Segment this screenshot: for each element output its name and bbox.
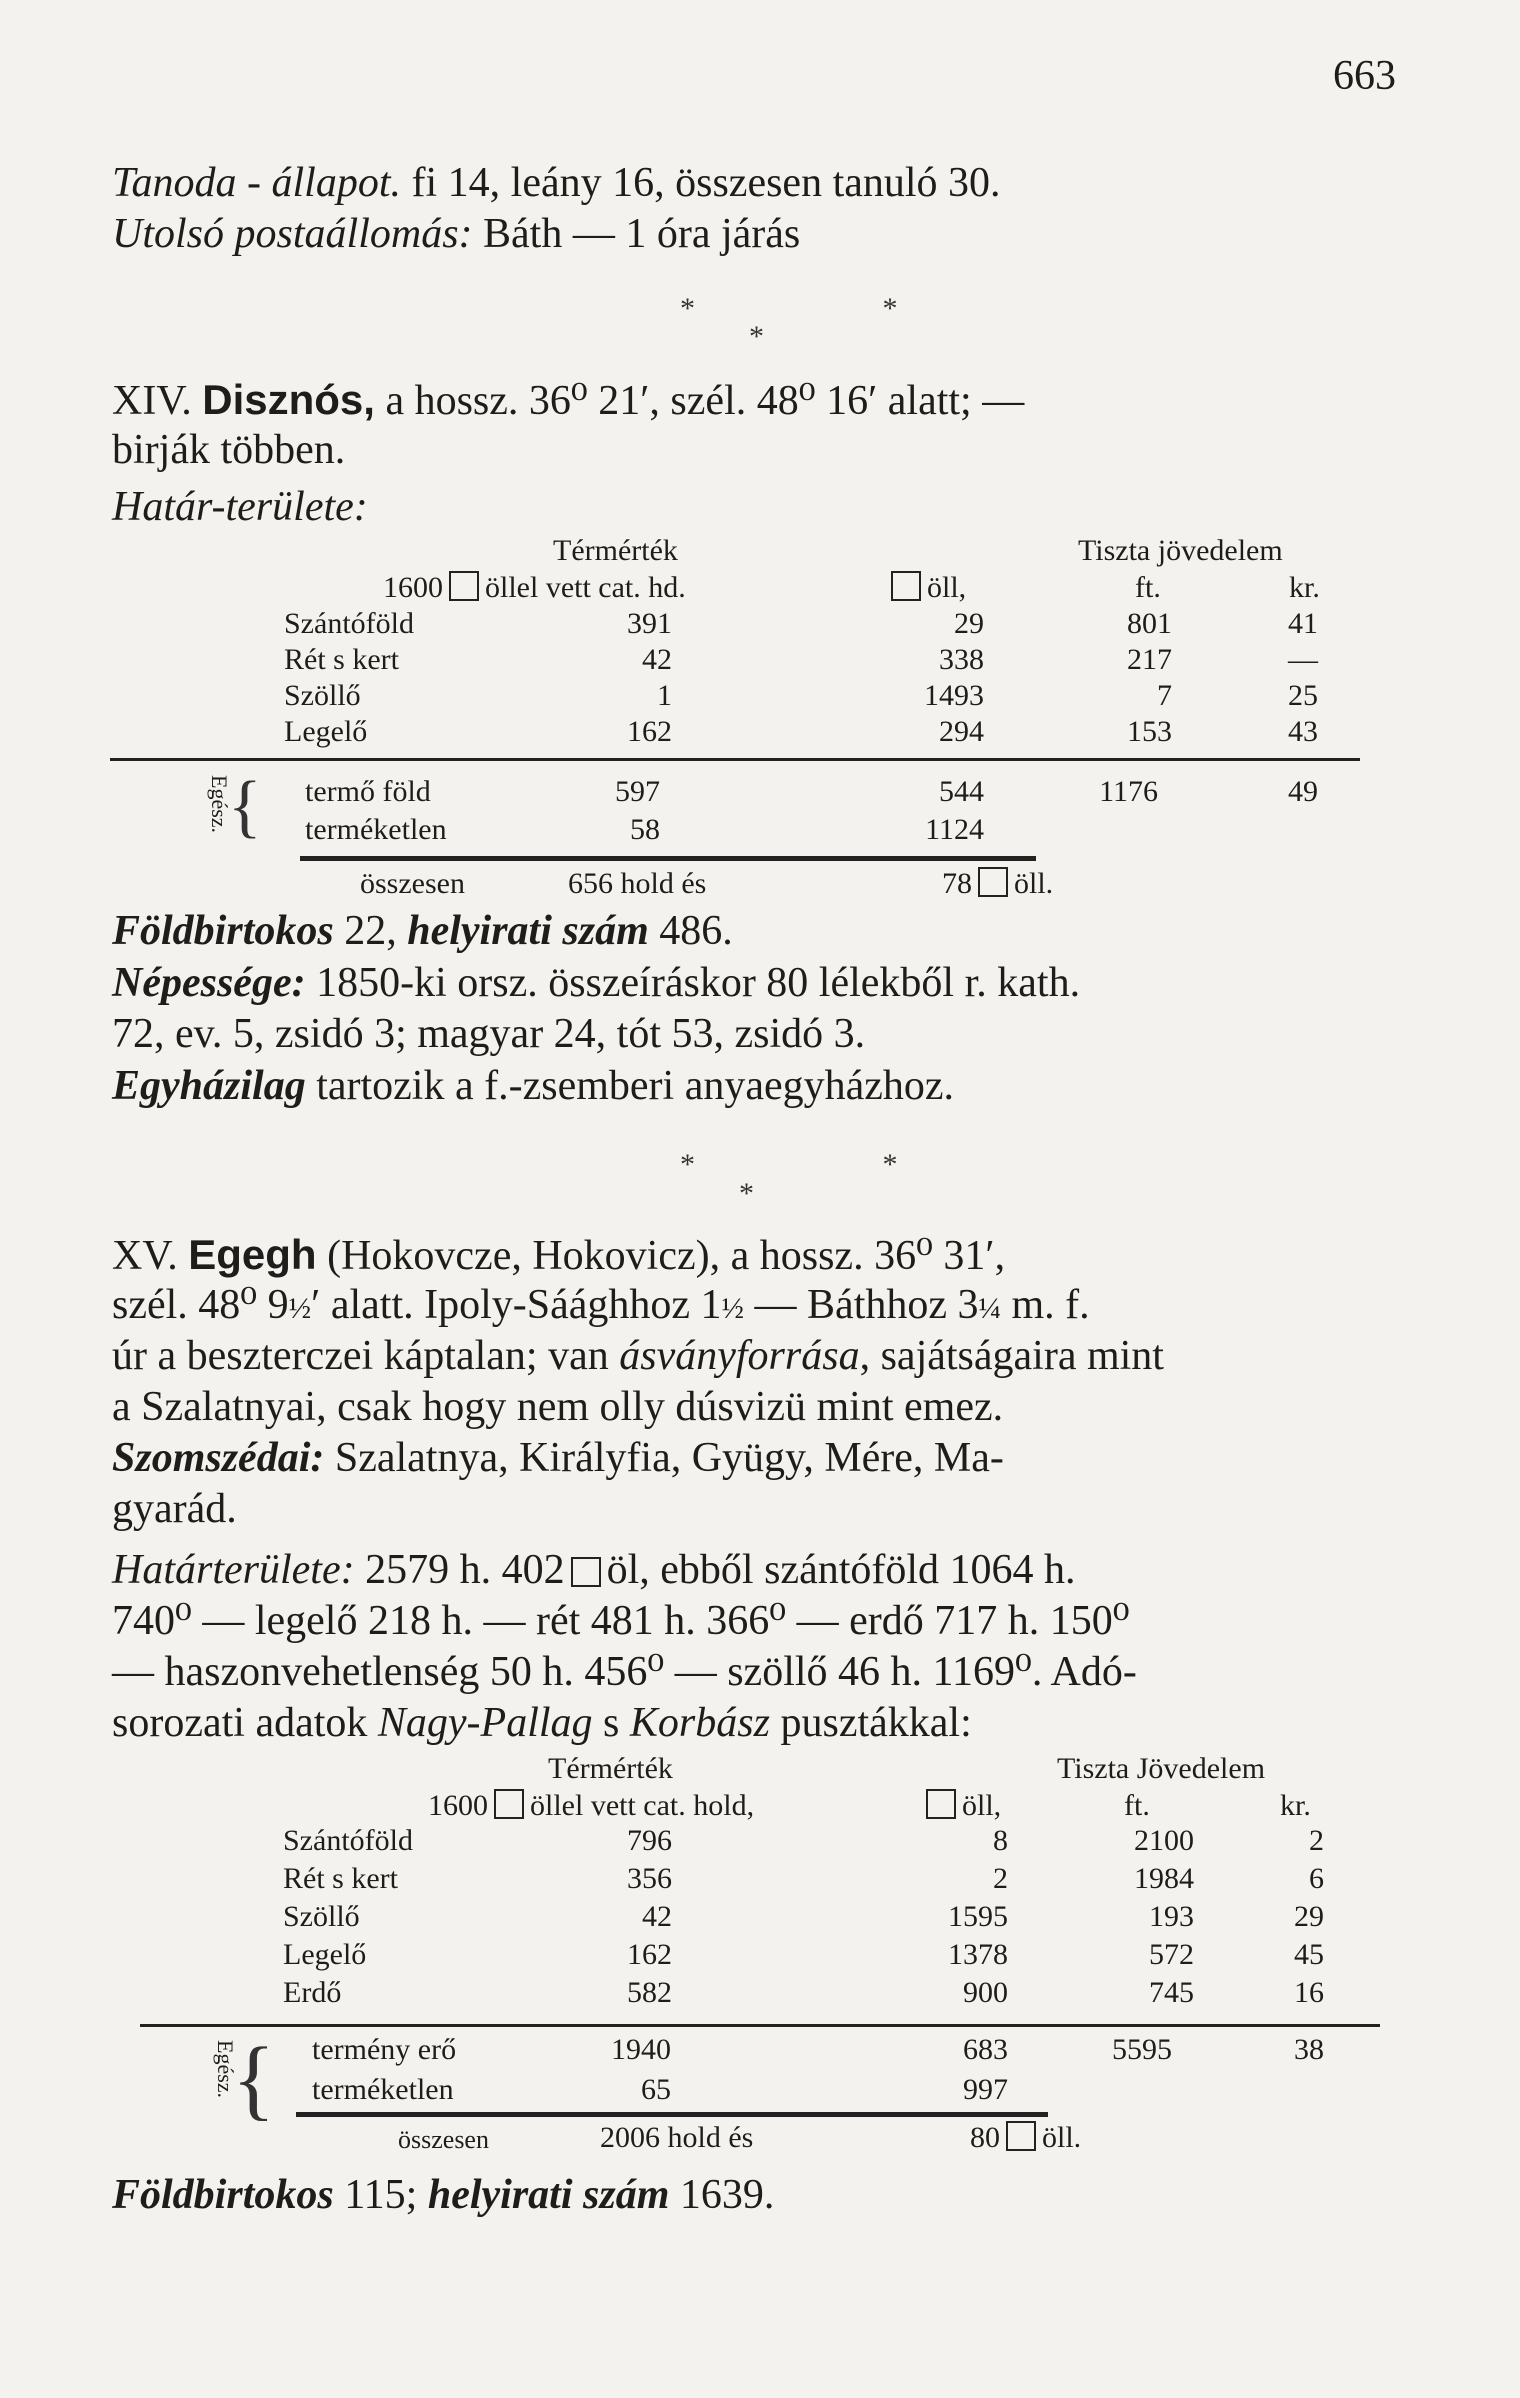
hatarterulete-line	[112, 1545, 1412, 1596]
t2-cell-hold: 162	[627, 1938, 672, 1971]
egegh-foldbirtokos-line	[112, 2170, 1412, 2221]
t1-cell-ft: 153	[1127, 715, 1172, 748]
t2-cell-oll: 2	[993, 1862, 1008, 1895]
nepesseg-line2: 72, ev. 5, zsidó 3; magyar 24, tót 53, zsidó 3.	[112, 1011, 866, 1057]
egegh-line2-d: m. f.	[1001, 1282, 1090, 1328]
t2-cell-ft: 2100	[1134, 1824, 1194, 1857]
t2-total-oll-unit: öll.	[1042, 2121, 1082, 2154]
egegh-line2-b: ′ alatt. Ipoly-Sáághhoz 1	[311, 1282, 722, 1328]
page-number: 663	[1333, 53, 1396, 99]
t2-subhead-1600: 1600	[428, 1789, 488, 1822]
t2-sum-cell-name: termény erő	[312, 2033, 457, 2066]
t2-cell-ft: 193	[1149, 1900, 1194, 1933]
t2-sum-cell-oll: 997	[963, 2073, 1008, 2106]
t1-subhead-kr: kr.	[1289, 571, 1320, 604]
posta-label: Utolsó postaállomás:	[112, 211, 473, 257]
t1-total-oll-unit: öll.	[1014, 867, 1054, 900]
t2-sum-cell-name: terméketlen	[312, 2073, 454, 2106]
hatar-line4-c: pusztákkal:	[769, 1700, 972, 1746]
nepesseg-text: 1850-ki orsz. összeíráskor 80 lélekből r. kath.	[305, 960, 1081, 1006]
t2-subhead-ft: ft.	[1124, 1789, 1150, 1822]
square-symbol-icon	[926, 1789, 956, 1819]
foldbirtokos-value: 22,	[333, 908, 408, 954]
t2-cell-oll: 1378	[948, 1938, 1008, 1971]
square-symbol-icon	[891, 571, 921, 601]
t2-cell-oll: 8	[993, 1824, 1008, 1857]
t2-cell-kr: 2	[1309, 1824, 1324, 1857]
t2-cell-name: Rét s kert	[283, 1862, 398, 1895]
t1-total-label: összesen	[360, 867, 465, 900]
t1-subhead-oll-wrap	[885, 570, 966, 606]
t1-cell-oll: 1493	[924, 679, 984, 712]
t2-subhead-oll: öll,	[962, 1789, 1002, 1822]
szomszedai-line	[112, 1433, 1412, 1484]
t1-cell-kr: —	[1288, 643, 1318, 676]
t1-cell-oll: 294	[939, 715, 984, 748]
egyhazilag-line	[112, 1061, 1412, 1112]
helyirati-value: 486.	[648, 908, 733, 954]
hatar-line4-nagy-pallag: Nagy-Pallag	[377, 1700, 593, 1746]
tanoda-text: fi 14, leány 16, összesen tanuló 30.	[401, 160, 1001, 206]
t2-cell-kr: 45	[1294, 1938, 1324, 1971]
t1-cell-name: Szöllő	[284, 679, 361, 712]
t2-cell-oll: 900	[963, 1976, 1008, 2009]
t2-divider	[140, 2024, 1380, 2027]
t1-divider	[110, 758, 1360, 761]
t1-cell-kr: 25	[1288, 679, 1318, 712]
t2-cell-name: Szöllő	[283, 1900, 360, 1933]
separator-stars-top: * *	[680, 292, 988, 325]
t2-sum-cell-kr: 38	[1294, 2033, 1324, 2066]
t2-subhead-kr: kr.	[1280, 1789, 1311, 1822]
hatar-line4-a: sorozati adatok	[112, 1700, 378, 1746]
hatar-line4-korbasz: Korbász	[629, 1700, 770, 1746]
hatarterulete-text-a: 2579 h. 402	[354, 1547, 565, 1593]
t2-cell-kr: 6	[1309, 1862, 1324, 1895]
t2-sum-cell-oll: 683	[963, 2033, 1008, 2066]
hatar-line2: 740⁰ — legelő 218 h. — rét 481 h. 366⁰ — erdő 717 h. 150⁰	[112, 1598, 1130, 1644]
egegh-line3-a: úr a beszterczei káptalan; van	[112, 1333, 620, 1379]
szomszedai-text: Szalatnya, Királyfia, Gyügy, Mére, Ma-	[324, 1435, 1004, 1481]
disznos-heading-line	[112, 374, 1412, 427]
disznos-hatar-label: Határ-területe:	[112, 484, 368, 530]
egegh-line1-rest: (Hokovcze, Hokovicz), a hossz. 36⁰ 31′,	[316, 1233, 1006, 1279]
square-symbol-icon	[449, 571, 479, 601]
szomszedai-line2: gyarád.	[112, 1486, 237, 1532]
egegh-line2-frac: ½	[288, 1292, 312, 1325]
square-symbol-icon	[978, 867, 1008, 897]
t1-cell-hold: 42	[642, 643, 672, 676]
t1-sum-cell-ft: 1176	[1099, 775, 1158, 808]
separator-stars-top-2: * *	[680, 1148, 988, 1181]
t2-brace: {	[232, 2030, 276, 2129]
t1-total-oll: 78	[942, 867, 972, 900]
tanoda-label: Tanoda - állapot.	[112, 160, 401, 206]
hatarterulete-text-b: öl, ebből szántóföld 1064 h.	[606, 1547, 1076, 1593]
egegh-line3-italic: ásványforrása	[619, 1333, 860, 1379]
egegh-line2-frac3: ¼	[978, 1292, 1002, 1325]
posta-text: Báth — 1 óra járás	[472, 211, 801, 257]
t2-total-oll-wrap	[970, 2120, 1081, 2156]
foldbirtokos-value-2: 115;	[333, 2172, 428, 2218]
t1-side-label: Egész.	[207, 775, 232, 834]
t1-sum-cell-hold: 597	[615, 775, 660, 808]
t1-total-rule	[300, 856, 1036, 861]
t2-cell-ft: 745	[1149, 1976, 1194, 2009]
t2-cell-hold: 42	[642, 1900, 672, 1933]
hatar-line3: — haszonvehetlenség 50 h. 456⁰ — szöllő 46 h. 1169⁰. Adó-	[112, 1649, 1137, 1695]
t2-cell-name: Erdő	[283, 1976, 342, 2009]
szomszedai-label: Szomszédai:	[112, 1435, 325, 1481]
egegh-line3	[112, 1331, 1412, 1382]
nepesseg-line	[112, 958, 1412, 1009]
square-symbol-icon	[1006, 2121, 1036, 2151]
t2-cell-kr: 16	[1294, 1976, 1324, 2009]
t1-total-hold: 656 hold és	[568, 867, 707, 900]
t1-subhead-oll: öll,	[927, 571, 967, 604]
helyirati-label: helyirati szám	[407, 908, 649, 954]
foldbirtokos-label: Földbirtokos	[112, 908, 334, 954]
t2-cell-oll: 1595	[948, 1900, 1008, 1933]
t1-cell-ft: 801	[1127, 607, 1172, 640]
egegh-numeral: XV.	[112, 1233, 178, 1279]
t1-sum-cell-oll: 1124	[925, 813, 984, 846]
t1-cell-ft: 217	[1127, 643, 1172, 676]
t1-subheader	[383, 570, 686, 606]
foldbirtokos-label-2: Földbirtokos	[112, 2172, 334, 2218]
t2-cell-name: Legelő	[283, 1938, 367, 1971]
helyirati-label-2: helyirati szám	[427, 2172, 670, 2218]
t2-total-oll: 80	[970, 2121, 1000, 2154]
t1-sum-cell-name: termő föld	[305, 775, 431, 808]
t1-cell-oll: 29	[954, 607, 984, 640]
t1-tiszta-header: Tiszta jövedelem	[1078, 534, 1283, 567]
t1-cell-name: Szántóföld	[284, 607, 414, 640]
egyhazilag-text: tartozik a f.-zsemberi anyaegyházhoz.	[305, 1063, 955, 1109]
t2-termertek-header: Térmérték	[548, 1752, 673, 1785]
t2-cell-hold: 796	[627, 1824, 672, 1857]
separator-star-bottom-2: *	[739, 1177, 754, 1210]
t1-subhead-ollel: öllel vett cat. hd.	[485, 571, 686, 604]
t1-cell-hold: 1	[657, 679, 672, 712]
t2-cell-name: Szántóföld	[283, 1824, 413, 1857]
square-symbol-icon	[494, 1789, 524, 1819]
egegh-name: Egegh	[188, 1231, 317, 1278]
egyhazilag-label: Egyházilag	[112, 1063, 306, 1109]
t1-brace: {	[228, 768, 262, 845]
hatar-line4-b: s	[592, 1700, 630, 1746]
disznos-numeral: XIV.	[112, 378, 192, 424]
t2-subheader	[428, 1788, 754, 1824]
t2-tiszta-header: Tiszta Jövedelem	[1057, 1752, 1266, 1785]
t1-sum-cell-hold: 58	[630, 813, 660, 846]
t1-cell-kr: 43	[1288, 715, 1318, 748]
t2-sum-cell-ft: 5595	[1112, 2033, 1172, 2066]
nepesseg-label: Népessége:	[112, 960, 306, 1006]
hatar-line4	[112, 1698, 1412, 1749]
t1-cell-name: Legelő	[284, 715, 368, 748]
egegh-heading-line	[112, 1229, 1412, 1282]
t2-total-rule	[296, 2112, 1048, 2117]
t1-subhead-1600: 1600	[383, 571, 443, 604]
t2-cell-ft: 572	[1149, 1938, 1194, 1971]
helyirati-value-2: 1639.	[669, 2172, 775, 2218]
t2-subhead-oll-wrap	[920, 1788, 1001, 1824]
t2-cell-hold: 356	[627, 1862, 672, 1895]
egegh-line2-c: — Báthhoz 3	[744, 1282, 979, 1328]
egegh-line4: a Szalatnyai, csak hogy nem olly dúsvizü mint emez.	[112, 1384, 1004, 1430]
t1-cell-oll: 338	[939, 643, 984, 676]
t2-subhead-ollel: öllel vett cat. hold,	[530, 1789, 755, 1822]
t2-sum-cell-hold: 65	[641, 2073, 671, 2106]
hatarterulete-label: Határterülete:	[112, 1547, 355, 1593]
square-symbol-icon	[571, 1557, 601, 1587]
t1-sum-cell-name: terméketlen	[305, 813, 447, 846]
t1-sum-cell-oll: 544	[939, 775, 984, 808]
t2-total-label: összesen	[398, 2125, 489, 2154]
egegh-line2-frac2: ½	[721, 1292, 745, 1325]
t2-cell-kr: 29	[1294, 1900, 1324, 1933]
disznos-coords: a hossz. 36⁰ 21′, szél. 48⁰ 16′ alatt; —	[385, 378, 1025, 424]
t1-cell-kr: 41	[1288, 607, 1318, 640]
t1-sum-cell-kr: 49	[1288, 775, 1318, 808]
egegh-line3-b: , sajátságaira mint	[859, 1333, 1164, 1379]
disznos-name: Disznós,	[202, 376, 375, 423]
t1-cell-ft: 7	[1157, 679, 1172, 712]
t2-cell-hold: 582	[627, 1976, 672, 2009]
disznos-foldbirtokos-line	[112, 906, 1412, 957]
egegh-line2	[112, 1280, 1412, 1334]
t1-cell-name: Rét s kert	[284, 643, 399, 676]
t2-sum-cell-hold: 1940	[611, 2033, 671, 2066]
t2-side-label: Egész.	[213, 2040, 238, 2099]
disznos-line2: birják többen.	[112, 427, 346, 473]
tanoda-line	[112, 158, 1412, 209]
t1-cell-hold: 391	[627, 607, 672, 640]
t1-subhead-ft: ft.	[1135, 571, 1161, 604]
t1-total-oll-wrap	[942, 866, 1053, 902]
t1-termertek-header: Térmérték	[553, 534, 678, 567]
t2-cell-ft: 1984	[1134, 1862, 1194, 1895]
t1-cell-hold: 162	[627, 715, 672, 748]
egegh-line2-a: szél. 48⁰ 9	[112, 1282, 289, 1328]
posta-line	[112, 209, 1412, 260]
separator-star-bottom: *	[749, 320, 764, 353]
t2-total-hold: 2006 hold és	[600, 2121, 754, 2154]
